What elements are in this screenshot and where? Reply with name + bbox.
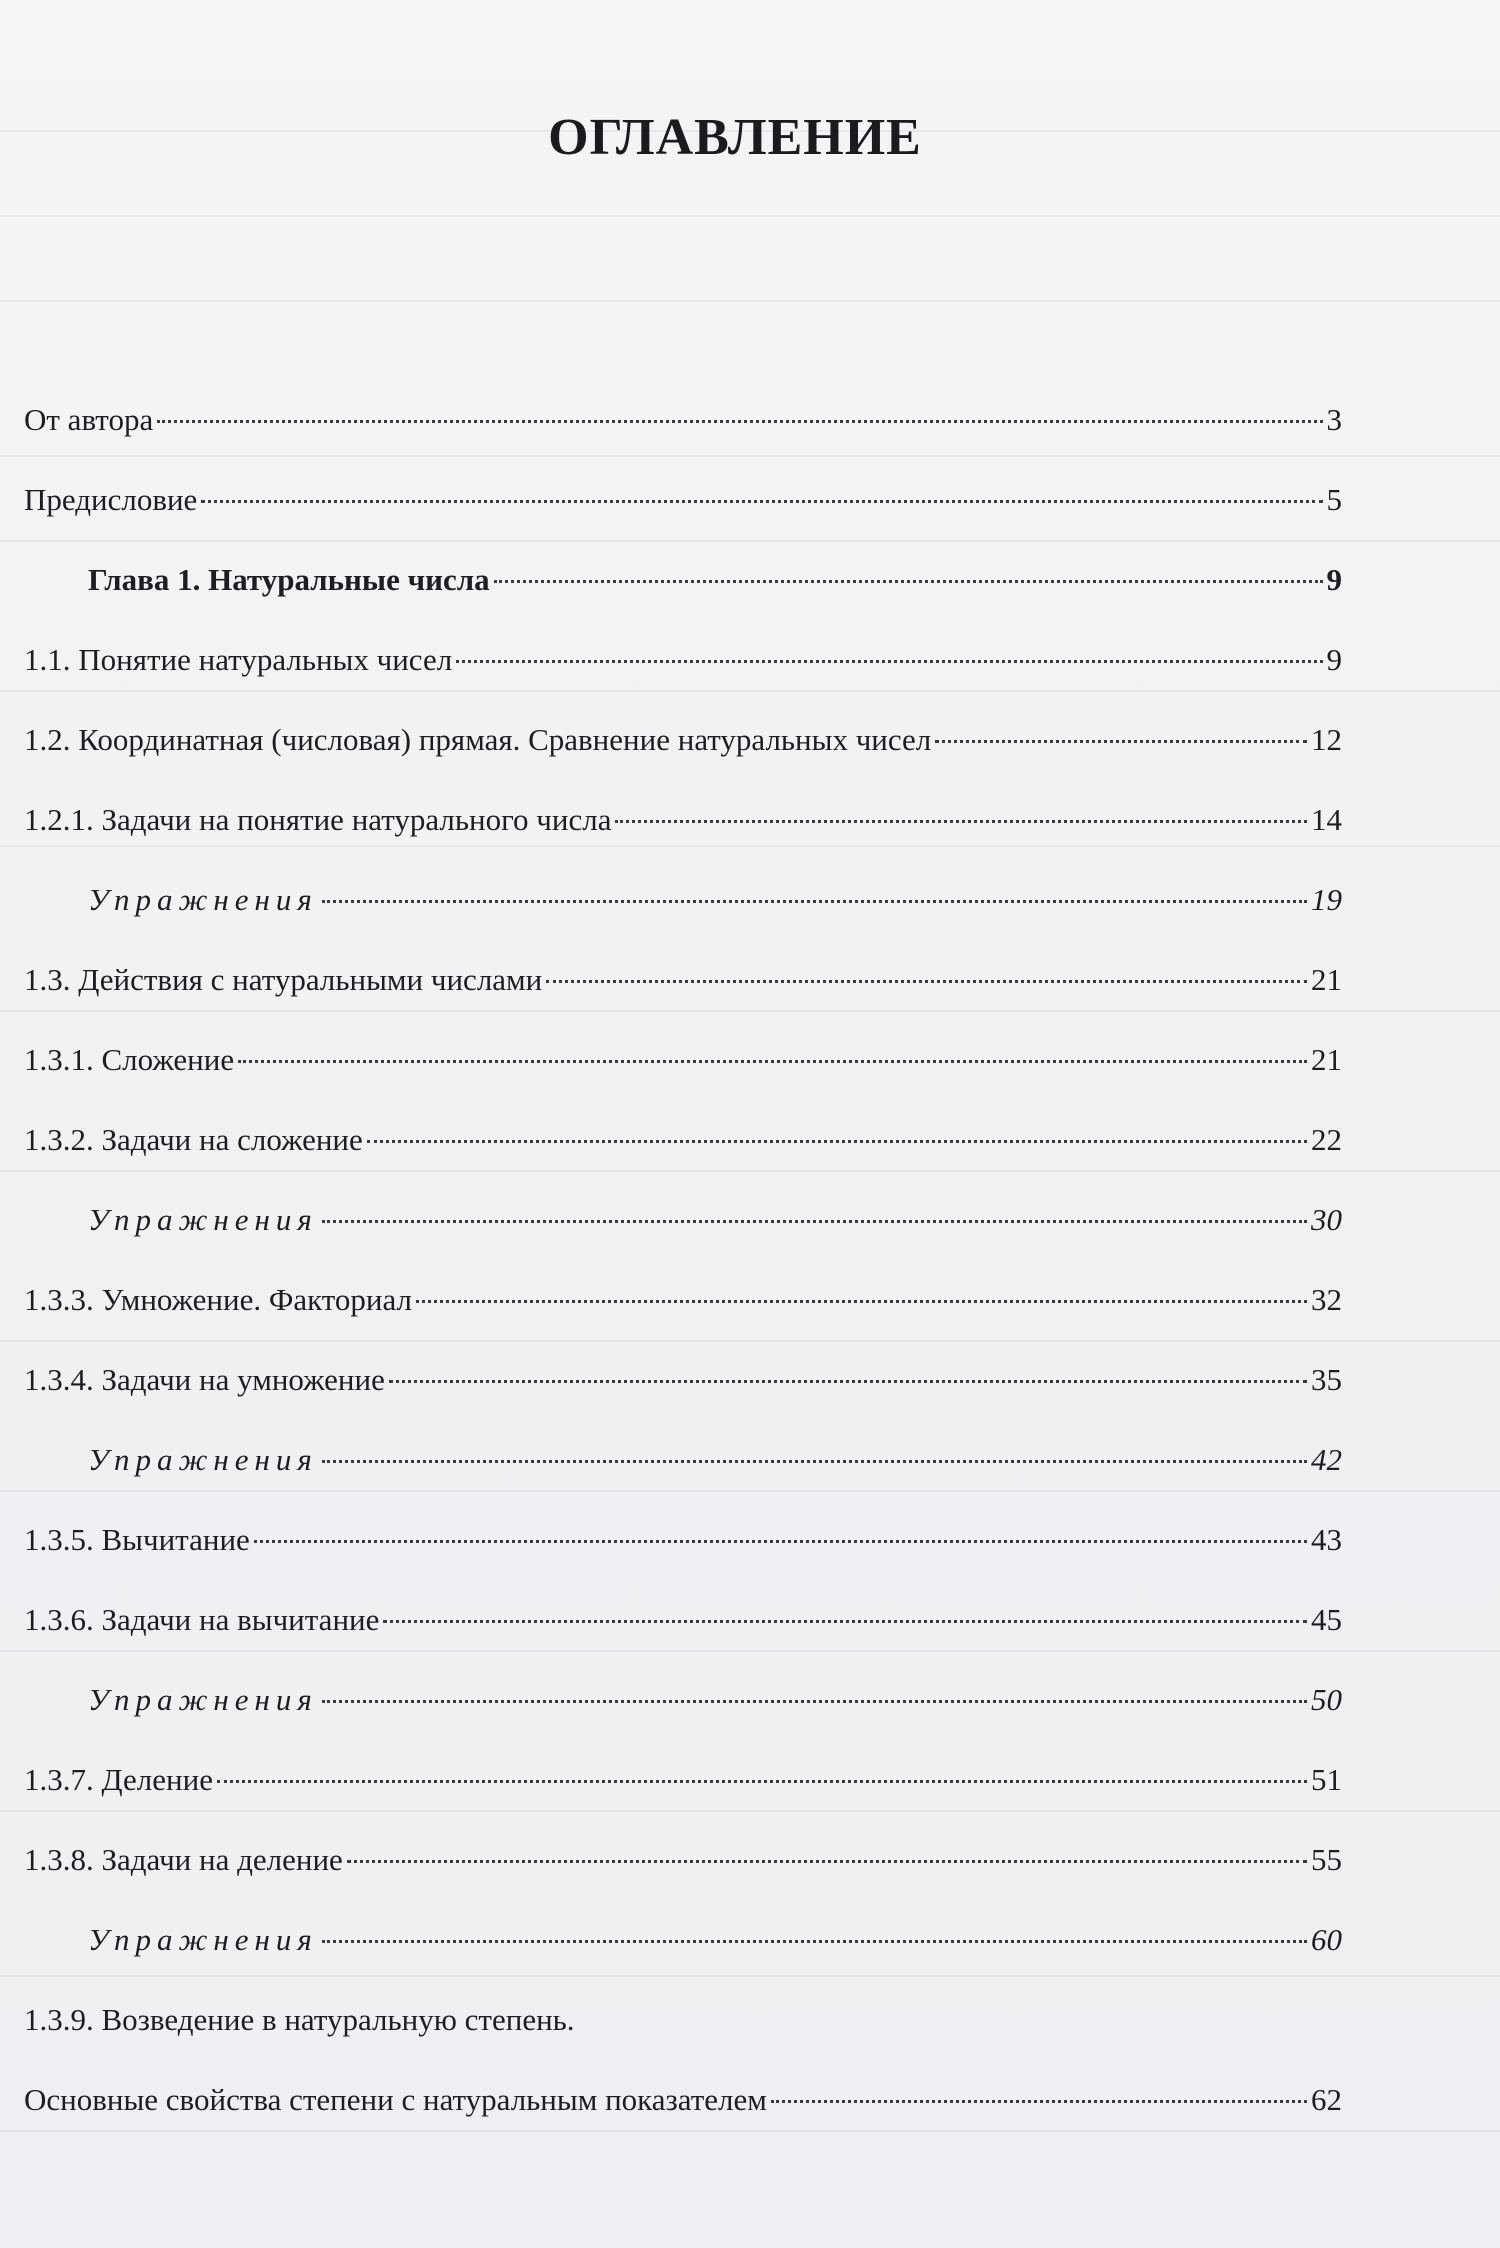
- toc-entry-label: Упражнения: [88, 1442, 318, 1477]
- toc-entry-label: 1.1. Понятие натуральных чисел: [24, 642, 453, 677]
- toc-entry-label: 1.2. Координатная (числовая) прямая. Сравнение натуральных чисел: [24, 722, 932, 757]
- toc-entry-page-number: 5: [1326, 482, 1342, 517]
- toc-entry-page-number: 9: [1326, 562, 1342, 597]
- dot-leader: [389, 1380, 1307, 1383]
- toc-entry-label: От автора: [24, 402, 154, 437]
- dot-leader: [416, 1300, 1307, 1303]
- dot-leader: [322, 1700, 1307, 1703]
- toc-entry: [24, 960, 1342, 1040]
- toc-entry-page-number: 21: [1311, 1042, 1342, 1077]
- toc-entry-page-number: 30: [1311, 1202, 1342, 1237]
- toc-entry: [24, 1680, 1342, 1760]
- toc-entry: [24, 560, 1342, 640]
- dot-leader: [456, 660, 1322, 663]
- dot-leader: [771, 2100, 1307, 2103]
- toc-entry-label: Основные свойства степени с натуральным показателем: [24, 2082, 767, 2117]
- dot-leader: [201, 500, 1322, 503]
- toc-entry: [24, 640, 1342, 720]
- toc-entry-page-number: 22: [1311, 1122, 1342, 1157]
- toc-entry-page-number: 19: [1311, 882, 1342, 917]
- dot-leader: [254, 1540, 1307, 1543]
- toc-entry-label: 1.3.2. Задачи на сложение: [24, 1122, 363, 1157]
- toc-entry: [24, 1760, 1342, 1840]
- toc-entry-label: 1.3.9. Возведение в натуральную степень.: [24, 2002, 575, 2037]
- toc-entry-page-number: 62: [1311, 2082, 1342, 2117]
- dot-leader: [322, 1940, 1307, 1943]
- toc-entry: [24, 1200, 1342, 1280]
- toc-entry-label: Глава 1. Натуральные числа: [88, 562, 490, 597]
- toc-entry-label: 1.3.6. Задачи на вычитание: [24, 1602, 380, 1637]
- toc-entry-label: 1.3.1. Сложение: [24, 1042, 235, 1077]
- dot-leader: [935, 740, 1307, 743]
- toc-entry: [24, 1520, 1342, 1600]
- toc-entry-page-number: 50: [1311, 1682, 1342, 1717]
- toc-entry-page-number: 51: [1311, 1762, 1342, 1797]
- toc-entry: [24, 1440, 1342, 1520]
- toc-entry: [24, 2080, 1342, 2160]
- toc-entry-label: 1.3.7. Деление: [24, 1762, 213, 1797]
- toc-entry: [24, 1920, 1342, 2000]
- dot-leader: [322, 1460, 1307, 1463]
- dot-leader: [347, 1860, 1307, 1863]
- toc-entry-label: 1.2.1. Задачи на понятие натурального числа: [24, 802, 612, 837]
- toc-entry-label: 1.3.3. Умножение. Факториал: [24, 1282, 412, 1317]
- toc-entry: [24, 1280, 1342, 1360]
- toc-entry-page-number: 55: [1311, 1842, 1342, 1877]
- toc-entry: [24, 880, 1342, 960]
- toc-entry-page-number: 60: [1311, 1922, 1342, 1957]
- dot-leader: [383, 1620, 1307, 1623]
- toc-entry-label: Упражнения: [88, 882, 318, 917]
- toc-entry: [24, 1600, 1342, 1680]
- dot-leader: [546, 980, 1307, 983]
- dot-leader: [217, 1780, 1307, 1783]
- dot-leader: [615, 820, 1307, 823]
- toc-entry: [24, 480, 1342, 560]
- toc-entry-label: Упражнения: [88, 1682, 318, 1717]
- toc-entry-label: Упражнения: [88, 1922, 318, 1957]
- toc-entry-label: Упражнения: [88, 1202, 318, 1237]
- toc-entry: [24, 1120, 1342, 1200]
- toc-entry-page-number: 14: [1311, 802, 1342, 837]
- dot-leader: [322, 1220, 1307, 1223]
- page-title: ОГЛАВЛЕНИЕ: [548, 109, 922, 166]
- toc-entry: [24, 720, 1342, 800]
- toc-entry: [24, 1360, 1342, 1440]
- toc-entry-page-number: 43: [1311, 1522, 1342, 1557]
- toc-entry-page-number: 45: [1311, 1602, 1342, 1637]
- toc-entry-label: 1.3.8. Задачи на деление: [24, 1842, 343, 1877]
- toc-entry-page-number: 3: [1326, 402, 1342, 437]
- toc-entry-page-number: 12: [1311, 722, 1342, 757]
- toc-entry: [24, 2000, 1342, 2080]
- toc-entry-page-number: 42: [1311, 1442, 1342, 1477]
- dot-leader: [157, 420, 1322, 423]
- table-of-contents: [24, 400, 1342, 2160]
- toc-entry-label: 1.3.4. Задачи на умножение: [24, 1362, 385, 1397]
- dot-leader: [322, 900, 1307, 903]
- toc-entry-page-number: 21: [1311, 962, 1342, 997]
- toc-entry-label: 1.3.5. Вычитание: [24, 1522, 250, 1557]
- toc-entry-page-number: 9: [1326, 642, 1342, 677]
- toc-entry: [24, 1840, 1342, 1920]
- toc-entry: [24, 400, 1342, 480]
- dot-leader: [367, 1140, 1307, 1143]
- dot-leader: [238, 1060, 1307, 1063]
- toc-entry-page-number: 32: [1311, 1282, 1342, 1317]
- toc-entry: [24, 1040, 1342, 1120]
- toc-entry-label: Предисловие: [24, 482, 198, 517]
- toc-entry-label: 1.3. Действия с натуральными числами: [24, 962, 543, 997]
- dot-leader: [494, 580, 1323, 583]
- toc-entry-page-number: 35: [1311, 1362, 1342, 1397]
- toc-entry: [24, 800, 1342, 880]
